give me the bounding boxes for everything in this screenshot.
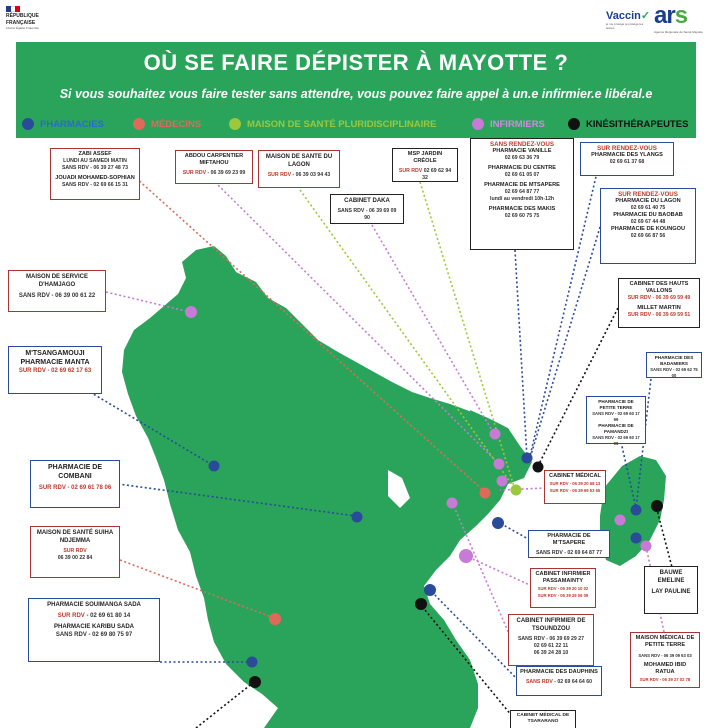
marker-kine-petiteterre: [651, 500, 663, 512]
box-surrdv-head: SUR RENDEZ-VOUS: [618, 191, 678, 198]
box-tsoundzou-l2: 02 69 61 22 11: [533, 643, 569, 649]
rf-line1: RÉPUBLIQUE: [6, 13, 39, 19]
box-petiteterre2-l1: SANS RDV - 06 39 09 63 03: [638, 653, 692, 658]
marker-kine-tsararano: [415, 598, 427, 610]
box-zabi-name2: JOUADI MOHAMED-SOPHIAN: [55, 175, 135, 181]
box-cabinet-tsoundzou: [508, 614, 594, 666]
box-sansrdv-head: SANS RENDEZ-VOUS: [490, 141, 554, 148]
box-sada-name2: PHARMACIE KARIBU SADA: [53, 624, 134, 630]
box-pharmacies-sada: [28, 598, 160, 662]
box-surrdv-p3: PHARMACIE DE KOUNGOU: [611, 226, 685, 232]
box-maison-service-hamjago: [8, 270, 106, 312]
box-dauphins-l1b: - 02 69 64 64 60: [552, 679, 593, 685]
box-cabinet-medical: [544, 470, 606, 504]
box-pharmacie-dauphins: [516, 666, 602, 696]
box-cabinet-hauts-vallons: [618, 278, 700, 328]
box-zabi-name: ZABI ASSEF: [78, 151, 112, 157]
box-bauwe-lay: [644, 566, 698, 614]
box-sansrdv-p3: PHARMACIE DE MTSAPERE: [484, 182, 560, 188]
marker-pharmacie-combani: [352, 512, 363, 523]
box-petiteterre-name2: PHARMACIE DE PAMANDZI: [598, 423, 634, 434]
grande-terre-island: [122, 246, 532, 728]
box-pharmacie-combani: [30, 460, 120, 508]
box-tsoundzou-l3: 06 39 24 28 10: [533, 650, 569, 656]
box-suiha-name: MAISON DE SANTÉ SUIHA NDJEMMA: [36, 530, 114, 544]
box-sansrdv-p1: PHARMACIE VANILLE: [492, 148, 552, 154]
ars-logo-sub: Agence Régionale de Santé Mayotte: [654, 30, 703, 34]
box-maison-sante-suiha: [30, 526, 120, 578]
legend-label-msp: MAISON DE SANTÉ PLURIDISCIPLINAIRE: [247, 118, 437, 130]
box-daka-l1: SANS RDV - 06 39 69 09 90: [337, 208, 397, 221]
box-cabinet-tsararano: [510, 710, 576, 728]
box-sur-rendez-vous: [600, 188, 696, 264]
connector-passamainty: [466, 556, 532, 586]
box-abdou-l2: - 06 39 69 23 99: [207, 170, 246, 176]
box-lagon-name: MAISON DE SANTE DU LAGON: [265, 154, 333, 168]
box-msp-l2: 02 69 62 94 32: [422, 168, 452, 181]
box-tsararano-name: CABINET MÉDICAL DE TSARARANO: [516, 713, 570, 724]
box-passamainty-l2: SUR RDV - 06 39 29 06 09: [537, 593, 589, 598]
box-sansrdv-p4: PHARMACIE DES MAKIS: [488, 206, 556, 212]
box-badamiers-name: PHARMACIE DES BADAMIERS: [654, 355, 694, 366]
box-ylangs-head: SUR RENDEZ-VOUS: [597, 145, 657, 152]
box-petiteterre2-name: MAISON MÉDICAL DE PETITE TERRE: [635, 635, 695, 648]
box-sansrdv-p2: PHARMACIE DU CENTRE: [487, 165, 557, 171]
box-surrdv-t1: 02 69 61 40 75: [630, 205, 666, 211]
connector-sansrdv: [515, 250, 527, 458]
marker-pharmacie-mtsapere: [492, 517, 504, 529]
box-passamainty-name: CABINET INFIRMIER PASSAMAINTY: [535, 571, 591, 584]
box-abdou-l1: SUR RDV: [182, 170, 207, 176]
legend-label-pharmacies: PHARMACIES: [40, 118, 104, 130]
box-medical-l2: SUR RDV - 06 39 69 53 65: [549, 488, 601, 493]
box-cabinet-daka: [330, 194, 404, 224]
box-bauwe-name: BAUWE EMELINE: [657, 570, 685, 584]
box-mtsapere2-l1: SANS RDV - 02 69 64 87 77: [535, 550, 603, 556]
marker-infirmier-3: [497, 476, 508, 487]
box-surrdv-t2: 02 69 67 44 48: [630, 219, 666, 225]
box-hauts-l1: SUR RDV - 06 39 69 59 49: [627, 295, 691, 301]
marker-infirmier-passamainty: [459, 549, 473, 563]
box-zabi-l3: SANS RDV - 02 69 66 15 31: [61, 182, 129, 188]
box-ylangs-p1: PHARMACIE DES YLANGS: [591, 152, 663, 158]
box-msp-l1: SUR RDV: [398, 168, 423, 174]
box-passamainty-l1: SUR RDV - 06 39 20 10 02: [537, 586, 589, 591]
box-pharmacie-petite-terre: [586, 396, 646, 444]
vaccin-logo-sub: je me protège je protège les autres: [606, 22, 644, 30]
box-sans-rendez-vous: [470, 138, 574, 250]
box-lagon-l2: - 06 39 03 94 43: [292, 172, 331, 178]
box-tsoundzou-l1: SANS RDV - 06 39 69 29 27: [517, 636, 585, 642]
box-pharmacie-manta: [8, 346, 102, 394]
box-maison-sante-lagon: [258, 150, 340, 188]
marker-infirmier-2: [494, 459, 505, 470]
box-dauphins-l1: SANS RDV: [525, 679, 553, 685]
box-cabinet-passamainty: [530, 568, 596, 608]
marker-kine-sada: [249, 676, 261, 688]
marker-infirmier-petiteterre-2: [641, 541, 652, 552]
box-sada-l2: SANS RDV - 02 69 80 75 97: [55, 632, 133, 638]
box-petiteterre-name: PHARMACIE DE PETITE TERRE: [598, 399, 634, 410]
box-mtsanga-name: M'TSANGAMOUJI: [25, 350, 85, 357]
marker-pharmacie-mamoudzou: [522, 453, 533, 464]
marker-kine-mamoudzou: [533, 462, 544, 473]
marker-medecin-suiha: [269, 613, 281, 625]
marker-infirmier-petiteterre: [615, 515, 626, 526]
check-icon: ✓: [640, 10, 651, 22]
box-mtsanga-name2: PHARMACIE MANTA: [20, 359, 90, 366]
page-title: OÙ SE FAIRE DÉPISTER À MAYOTTE ?: [143, 50, 569, 75]
box-msp-jardin-creole: [392, 148, 458, 182]
box-lagon-l1: SUR RDV: [267, 172, 292, 178]
box-petiteterre2-name2: MOHAMED IBID RATUA: [643, 662, 687, 675]
marker-pharmacie-mtsangamouji: [209, 461, 220, 472]
box-sansrdv-t3: 02 69 64 87 77: [504, 189, 540, 195]
box-pharmacie-badamiers: [646, 352, 702, 378]
box-sada-name: PHARMACIE SOUIMANGA SADA: [47, 602, 141, 608]
box-maison-medical-petite-terre: [630, 632, 700, 688]
box-zabi-assef: [50, 148, 140, 200]
rf-line2: FRANÇAISE: [6, 20, 36, 26]
box-daka-name: CABINET DAKA: [344, 198, 390, 204]
legend-label-kine: KINÉSITHÉRAPEUTES: [586, 118, 689, 130]
box-badamiers-l1: SANS RDV - 02 69 62 75 00: [650, 367, 698, 378]
marker-infirmier-hamjago: [185, 306, 197, 318]
marker-pharmacie-dauphins: [424, 584, 436, 596]
marker-msp: [511, 485, 522, 496]
box-msp-name: MSP JARDIN CRÉOLE: [407, 151, 443, 164]
box-combani-name: PHARMACIE DE COMBANI: [47, 464, 103, 480]
box-medical-l1: SUR RDV - 06 39 20 68 13: [549, 481, 601, 486]
page-subtitle: Si vous souhaitez vous faire tester sans attendre, vous pouvez faire appel à un.e infirmier.e libéral.e: [59, 87, 653, 101]
rf-motto: Liberté Égalité Fraternité: [6, 26, 39, 30]
marker-infirmier-1: [490, 429, 501, 440]
box-zabi-l1: LUNDI AU SAMEDI MATIN: [63, 158, 127, 164]
box-zabi-l2: SANS RDV - 06 39 27 48 73: [61, 165, 129, 171]
box-hamjago-name: MAISON DE SERVICE D'HAMJAGO: [26, 274, 88, 288]
box-abdou-carpentier: [175, 150, 253, 184]
box-sansrdv-t2: 02 69 61 05 07: [504, 172, 540, 178]
marker-pharmacie-pamandzi: [631, 533, 642, 544]
box-sada-l1b: - 02 69 61 80 14: [84, 613, 131, 619]
box-dauphins-name: PHARMACIE DES DAUPHINS: [520, 669, 598, 675]
marker-infirmier-4: [447, 498, 458, 509]
box-mtsapere2-name: PHARMACIE DE M'TSAPERE: [547, 533, 591, 546]
box-suiha-l1: SUR RDV: [63, 548, 87, 554]
box-sansrdv-t1: 02 69 63 36 79: [504, 155, 540, 161]
box-surrdv-t3: 02 69 66 87 56: [630, 233, 666, 239]
box-mtsanga-l1: SUR RDV - 02 69 62 17 63: [18, 368, 92, 374]
box-petiteterre-l2: SANS RDV - 02 69 60 17 99: [592, 435, 640, 446]
connector-medical: [500, 488, 546, 490]
ars-logo-a: ar: [654, 2, 675, 29]
ars-logo-s: s: [674, 2, 688, 29]
marker-pharmacie-petiteterre: [631, 505, 642, 516]
box-surrdv-p1: PHARMACIE DU LAGON: [615, 198, 681, 204]
box-ylangs-t1: 02 69 61 37 68: [609, 159, 645, 165]
legend-label-infirmiers: INFIRMIERS: [490, 118, 545, 130]
vaccin-logo-text: Vaccin: [606, 10, 641, 22]
box-hamjago-l1: SANS RDV - 06 39 00 61 22: [18, 293, 96, 299]
box-sansrdv-t4: 02 69 60 75 75: [504, 213, 540, 219]
box-petiteterre-l1: SANS RDV - 02 69 60 17 99: [592, 411, 640, 422]
box-bauwe-name2: LAY PAULINE: [651, 589, 691, 595]
box-surrdv-p2: PHARMACIE DU BAOBAB: [613, 212, 683, 218]
box-hauts-name: CABINET DES HAUTS VALLONS: [629, 281, 689, 294]
box-combani-l1: SUR RDV - 02 69 61 78 06: [38, 485, 112, 491]
box-pharmacie-ylangs: [580, 142, 674, 176]
box-hauts-l2: SUR RDV - 06 39 69 59 51: [627, 312, 691, 318]
legend-label-medecins: MÉDECINS: [151, 118, 202, 130]
connector-sw: [196, 682, 254, 728]
marker-pharmacie-sada: [247, 657, 258, 668]
box-hauts-name2: MILLET MARTIN: [637, 305, 681, 311]
marker-medecin-nord: [480, 488, 491, 499]
box-petiteterre2-l2: SUR RDV - 06 39 27 02 78: [639, 677, 691, 682]
box-sansrdv-t3b: lundi au vendredi 10h-12h: [490, 196, 554, 202]
box-sada-l1: SUR RDV: [57, 613, 85, 619]
box-medical-name: CABINET MÉDICAL: [549, 473, 601, 479]
box-pharmacie-mtsapere: [528, 530, 610, 558]
box-suiha-l2: 06 39 00 22 84: [57, 555, 93, 561]
box-tsoundzou-name: CABINET INFIRMIER DE TSOUNDZOU: [516, 618, 586, 632]
box-abdou-name: ABDOU CARPENTIER MIFTAHOU: [184, 153, 244, 166]
